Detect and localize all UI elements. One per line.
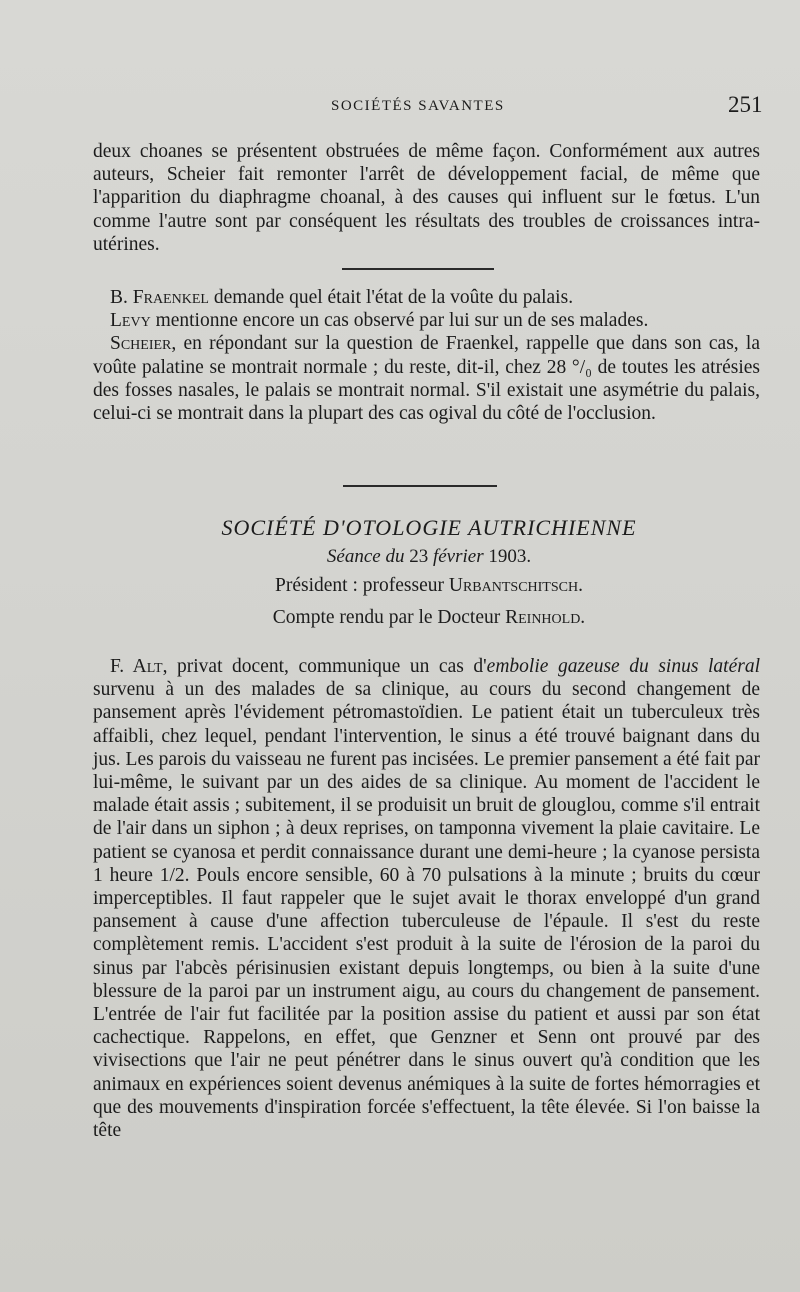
page-number: 251: [728, 92, 763, 117]
fraenkel-paragraph: [93, 286, 760, 309]
date-day: 23: [409, 546, 429, 567]
speaker-name: F. Alt: [110, 656, 163, 677]
speaker-text: , en répondant sur la question de Fraenkel, rappelle que dans son cas, la voûte palatine se montrait normale ; du reste, dit-il, chez 28 °/₀ de toutes les atrésies des fosses nasales, le palais se montrait normal. S'il existait une asymétrie du palais, celui-ci se montrait dans la plupart des cas ogival du côté de l'occlusion.: [93, 333, 760, 425]
speaker-name: Scheier: [110, 333, 172, 355]
alt-text-a: , privat docent, communique un cas d': [162, 656, 487, 677]
continuation-text: deux choanes se présentent obstruées de même façon. Conformément aux autres auteurs, Scheier fait remonter l'arrêt de développement facial, de même que l'apparition du diaphragme choanal, à des causes qui influent sur le fœtus. L'un comme l'autre sont par conséquent les résultats des troubles de croissances intra-utérines.: [93, 141, 760, 255]
running-header: [0, 92, 800, 122]
date-prefix: Séance du: [326, 546, 410, 567]
president-label: Président : professeur: [275, 575, 449, 596]
section-divider: [343, 485, 497, 487]
discussion-block: [93, 286, 760, 425]
running-title: SOCIÉTÉS SAVANTES: [331, 98, 505, 114]
alt-italic-term: embolie gazeuse du sinus latéral: [486, 656, 761, 677]
report-name: Reinhold.: [505, 607, 586, 628]
speaker-text: demande quel était l'état de la voûte du palais.: [208, 287, 574, 308]
levy-paragraph: [93, 309, 760, 332]
date-year: 1903.: [488, 546, 532, 567]
speaker-name: Levy: [110, 310, 151, 332]
report-line: [0, 607, 800, 629]
president-line: [0, 575, 800, 597]
session-date: [0, 546, 800, 568]
scheier-paragraph: [93, 332, 760, 425]
section-divider: [342, 268, 494, 270]
alt-text-b: survenu à un des malades de sa clinique, au cours du second changement de pansement après l'évidement pétromastoïdien. Le patient était un tuberculeux très affaibli, chez lequel, pendant l'intervention, le sinus a été trouvé baignant dans du jus. Les parois du vaisseau ne furent pas incisées. Le premier pansement a été fait par lui-même, le suivant par un des aides de sa clinique. Au moment de l'accident le malade était assis ; subitement, il se produisit un bruit de glouglou, comme s'il entrait de l'air dans un siphon ; à deux reprises, on tamponna vivement la plaie cavitaire. Le patient se cyanosa et perdit connaissance durant une demi-heure ; la cyanose persista 1 heure 1/2. Pouls encore sensible, 60 à 70 pulsations à la minute ; bruits du cœur imperceptibles. Il faut rappeler que le sujet avait le thorax enveloppé d'un grand pansement à cause d'une affection tuberculeuse de l'épaule. Il s'est du reste complètement remis. L'accident s'est produit à la suite de l'érosion de la paroi du sinus par l'abcès périsinusien existant depuis longtemps, ou bien à la suite d'une blessure de la paroi par un instrument aigu, au cours du changement de pansement. L'entrée de l'air fut facilitée par la position assise du patient et aussi par son état cachectique. Rappelons, en effet, que Genzner et Senn ont prouvé par des vivisections que l'air ne peut pénétrer dans le sinus ouvert qu'à condition que les animaux en expériences soient devenus anémiques à la suite de fortes hémorragies et que des mouvements d'inspiration forcée s'effectuent, la tête élevée. Si l'on baisse la tête: [93, 679, 760, 1142]
date-month: février: [428, 546, 489, 567]
speaker-name: B. Fraenkel: [110, 287, 209, 308]
president-name: Urbantschitsch.: [448, 575, 583, 596]
section-heading: SOCIÉTÉ D'OTOLOGIE AUTRICHIENNE: [221, 515, 637, 540]
speaker-text: mentionne encore un cas observé par lui sur un de ses malades.: [150, 310, 649, 332]
alt-paragraph: [93, 655, 760, 1142]
alt-communication: [93, 655, 760, 1142]
continuation-paragraph: [93, 140, 760, 256]
report-label: Compte rendu par le Docteur: [272, 607, 506, 628]
